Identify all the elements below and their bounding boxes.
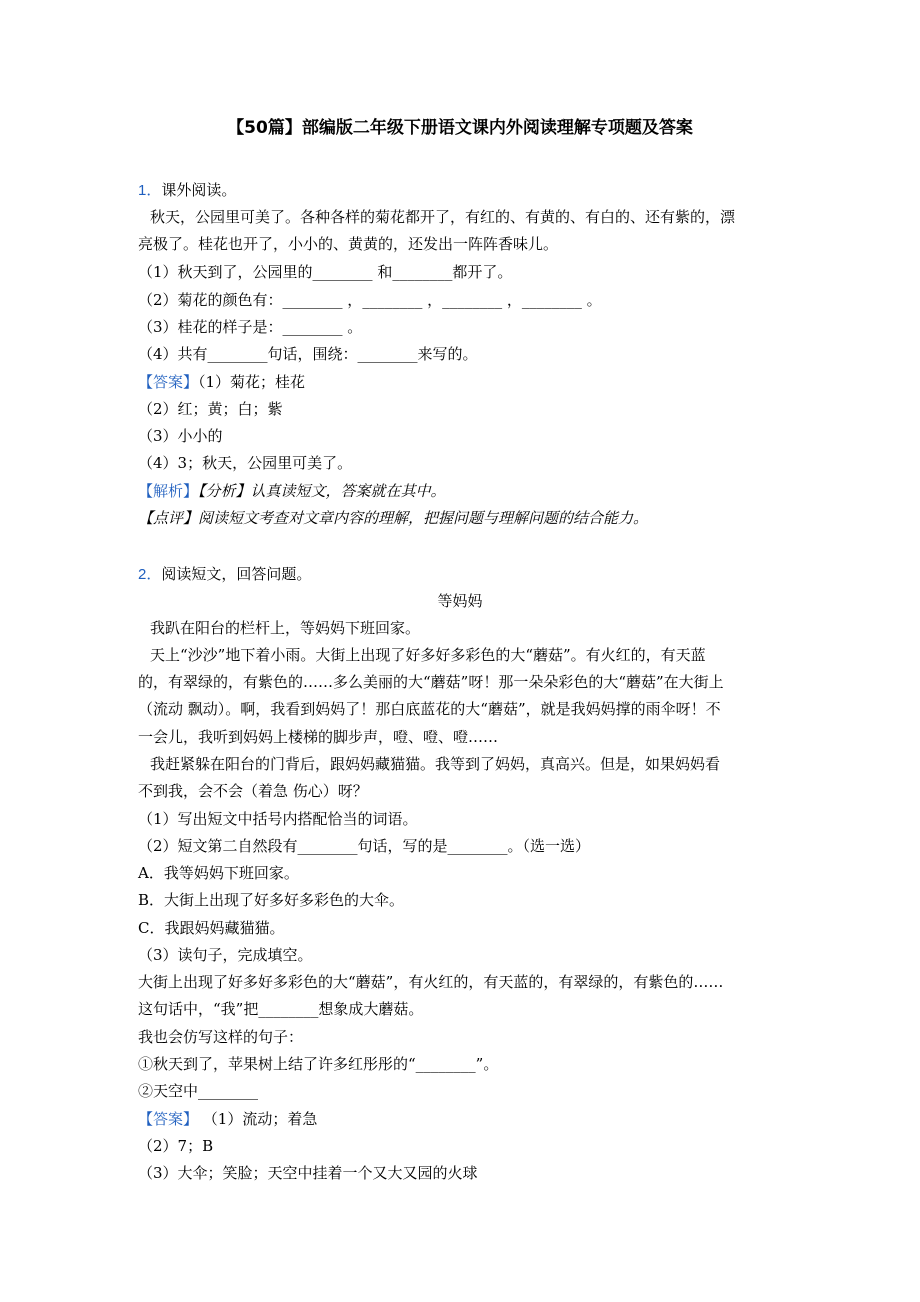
q1-question: （2）菊花的颜色有：________ ，________ ，________ ，________ 。	[138, 291, 602, 309]
q2-passage-line: 天上“沙沙”地下着小雨。大街上出现了好多好多彩色的大“蘑菇”。有火红的，有天蓝	[150, 646, 706, 664]
q1-analysis: 【分析】认真读短文，答案就在其中。	[198, 482, 446, 500]
q2-passage-line: 不到我，会不会（着急 伤心）呀？	[138, 782, 368, 800]
q1-question: （1）秋天到了，公园里的________ 和________都开了。	[138, 263, 513, 281]
q1-answer: （4）3；秋天，公园里可美了。	[138, 454, 353, 472]
question-1-number: 1．	[138, 182, 162, 199]
q2-passage-line: 我趴在阳台的栏杆上，等妈妈下班回家。	[150, 619, 421, 637]
q1-analysis-line	[138, 481, 446, 501]
q2-question: 我也会仿写这样的句子：	[138, 1028, 304, 1046]
q2-passage-line: （流动 飘动）。啊，我看到妈妈了！那白底蓝花的大“蘑菇”，就是我妈妈撑的雨伞呀！不	[138, 700, 721, 718]
answer-tag: 【答案】	[138, 1110, 199, 1128]
question-2-number: 2．	[138, 566, 162, 583]
q2-question: （3）读句子，完成填空。	[138, 946, 313, 964]
q2-question: ②天空中________	[138, 1082, 259, 1100]
q2-option-a: A．我等妈妈下班回家。	[138, 864, 299, 882]
q1-comment: 【点评】阅读短文考查对文章内容的理解，把握问题与理解问题的结合能力。	[138, 509, 649, 527]
q2-passage-line: 的，有翠绿的，有紫色的……多么美丽的大“蘑菇”呀！那一朵朵彩色的大“蘑菇”在大街上	[138, 673, 724, 691]
q1-passage-line: 亮极了。桂花也开了，小小的、黄黄的，还发出一阵阵香味儿。	[138, 235, 559, 253]
q1-question: （3）桂花的样子是：________ 。	[138, 318, 363, 336]
q1-question: （4）共有________句话，围绕：________来写的。	[138, 345, 478, 363]
question-1-heading-text: 课外阅读。	[161, 181, 237, 199]
analysis-tag: 【解析】	[138, 482, 199, 500]
q2-answer: （2）7；B	[138, 1137, 214, 1155]
q1-answer: （2）红；黄；白；紫	[138, 400, 283, 418]
q2-option-b: B．大街上出现了好多好多彩色的大伞。	[138, 891, 405, 909]
q2-question: 这句话中，“我”把________想象成大蘑菇。	[138, 1000, 424, 1018]
q2-answer: （3）大伞；笑脸；天空中挂着一个又大又园的火球	[138, 1164, 478, 1182]
q1-answer-line	[138, 372, 305, 392]
question-2-heading-text: 阅读短文，回答问题。	[161, 565, 312, 583]
q2-question: ①秋天到了，苹果树上结了许多红彤彤的“________”。	[138, 1055, 499, 1073]
q2-passage-line: 一会儿，我听到妈妈上楼梯的脚步声，噔、噔、噔……	[138, 728, 499, 746]
q2-question: 大街上出现了好多好多彩色的大“蘑菇”，有火红的，有天蓝的，有翠绿的，有紫色的……	[138, 973, 724, 991]
q1-passage-line: 秋天，公园里可美了。各种各样的菊花都开了，有红的、有黄的、有白的、还有紫的，漂	[150, 208, 736, 226]
q1-answer: （3）小小的	[138, 427, 223, 445]
q2-option-c: C．我跟妈妈藏猫猫。	[138, 919, 285, 937]
q2-answer: （1）流动；着急	[198, 1110, 318, 1128]
q1-answer: （1）菊花；桂花	[198, 373, 306, 391]
answer-tag: 【答案】	[138, 373, 199, 391]
question-1-heading	[138, 180, 236, 201]
q2-question: （1）写出短文中括号内搭配恰当的词语。	[138, 810, 418, 828]
q2-passage-line: 我赶紧躲在阳台的门背后，跟妈妈藏猫猫。我等到了妈妈，真高兴。但是，如果妈妈看	[150, 755, 721, 773]
story-title: 等妈妈	[437, 592, 483, 610]
page-title: 【50篇】部编版二年级下册语文课内外阅读理解专项题及答案	[227, 118, 693, 138]
q2-question: （2）短文第二自然段有________句话，写的是________。（选一选）	[138, 837, 591, 855]
question-2-heading	[138, 564, 311, 585]
q2-answer-line	[138, 1109, 317, 1129]
